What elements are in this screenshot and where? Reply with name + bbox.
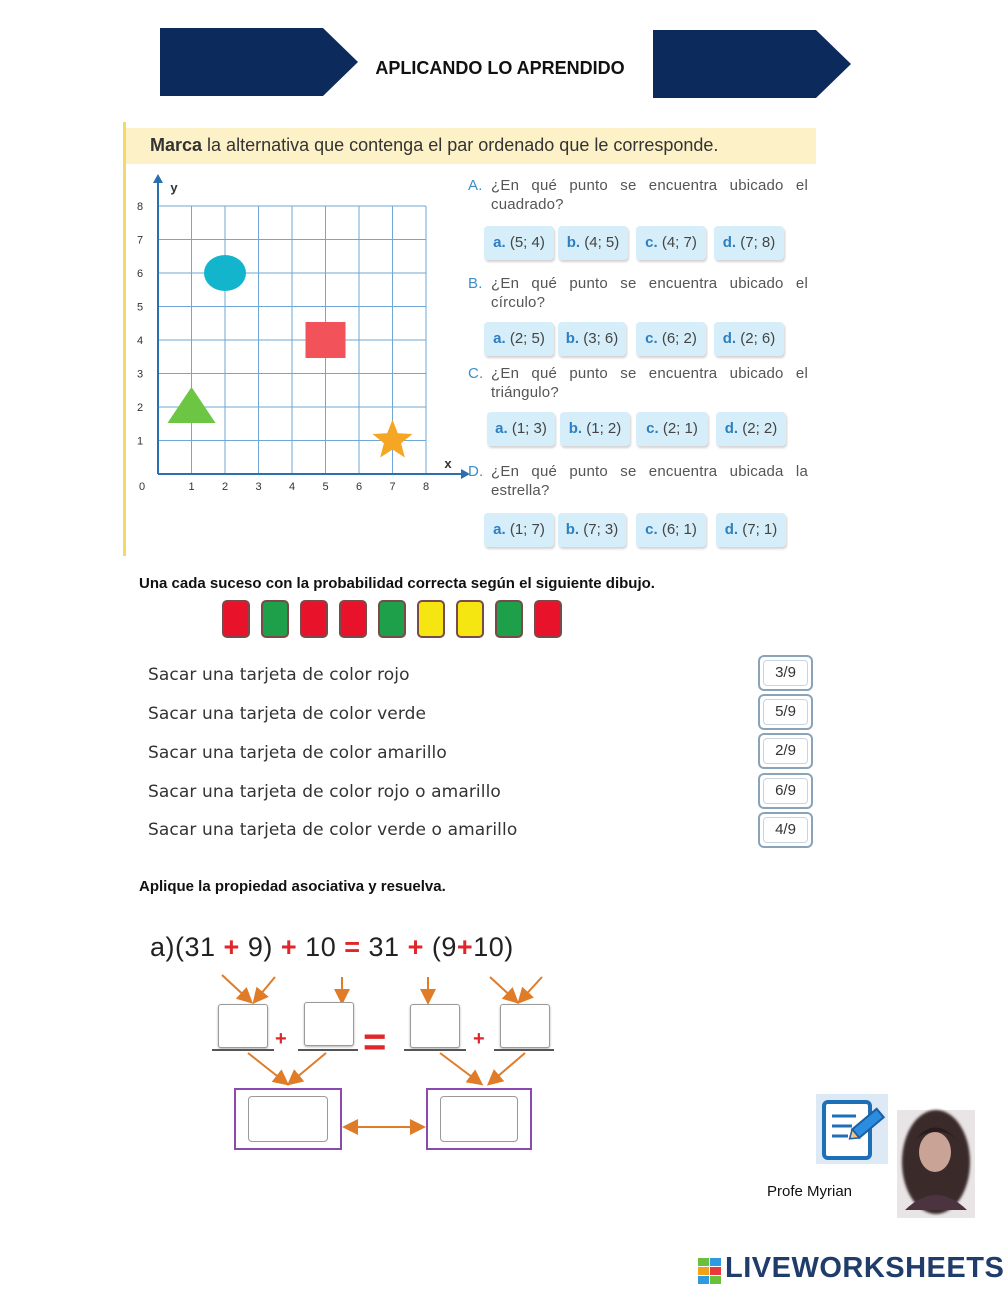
event-label[interactable]: Sacar una tarjeta de color amarillo (148, 743, 447, 763)
coordinate-exercise-panel (123, 122, 820, 556)
option-value: (2; 2) (742, 420, 778, 437)
option-button[interactable] (716, 513, 786, 547)
x-tick-label: 1 (188, 481, 195, 493)
option-value: (1; 3) (511, 420, 547, 437)
answer-box-4[interactable] (500, 1004, 550, 1048)
question-letter: D. (468, 463, 484, 480)
option-letter: c. (645, 330, 658, 347)
option-button[interactable] (636, 513, 706, 547)
result-box-left (234, 1088, 342, 1150)
question-letter: B. (468, 275, 483, 292)
y-tick-label: 5 (136, 301, 144, 314)
y-axis-arrow-icon (153, 174, 163, 183)
question-letter: A. (468, 177, 483, 194)
expr-term: a)(31 (150, 932, 216, 962)
event-label[interactable]: Sacar una tarjeta de color verde o amarillo (148, 820, 518, 840)
option-button[interactable] (714, 322, 784, 356)
expr-equals: = (344, 932, 361, 962)
event-label[interactable]: Sacar una tarjeta de color rojo o amarillo (148, 782, 501, 802)
expr-plus: + (223, 932, 240, 962)
instruction-bold: Marca (150, 135, 203, 155)
underline (494, 1049, 554, 1051)
probability-value: 4/9 (775, 821, 796, 838)
event-label[interactable]: Sacar una tarjeta de color rojo (148, 665, 410, 685)
brand-liveworksheets: LIVEWORKSHEETS (725, 1252, 1004, 1284)
option-value: (7; 8) (740, 234, 776, 251)
question-text: ¿En qué punto se encuentra ubicada la estrella? (491, 463, 808, 499)
option-value: (6; 2) (661, 330, 697, 347)
x-axis-label: x (444, 456, 452, 471)
option-value: (2; 1) (662, 420, 698, 437)
big-equals-sign: = (363, 1020, 387, 1064)
option-value: (1; 2) (586, 420, 622, 437)
x-tick-label: 5 (322, 481, 329, 493)
question-letter: C. (468, 365, 484, 382)
option-letter: d. (722, 234, 737, 251)
option-letter: c. (645, 521, 658, 538)
probability-value: 2/9 (775, 742, 796, 759)
option-letter: b. (565, 521, 580, 538)
liveworksheets-logo-icon (698, 1258, 722, 1284)
option-letter: d. (722, 330, 737, 347)
x-tick-label: 3 (255, 481, 262, 493)
option-letter: a. (493, 234, 506, 251)
expr-term: 31 (368, 932, 400, 962)
section-title-associative: Aplique la propiedad asociativa y resuelva. (139, 878, 446, 895)
result-input-left[interactable] (248, 1096, 328, 1142)
option-letter: d. (724, 521, 739, 538)
teacher-name: Profe Myrian (767, 1183, 853, 1200)
option-value: (2; 6) (740, 330, 776, 347)
result-box-right (426, 1088, 532, 1150)
coordinate-grid (126, 180, 466, 502)
y-tick-label: 1 (136, 435, 144, 448)
option-button[interactable] (560, 412, 630, 446)
y-tick-label: 6 (136, 268, 144, 280)
answer-box-3[interactable] (410, 1004, 460, 1048)
option-value: (5; 4) (509, 234, 545, 251)
color-card (456, 600, 484, 638)
y-tick-label: 3 (136, 368, 144, 381)
y-tick-label: 4 (136, 335, 144, 347)
question-text: ¿En qué punto se encuentra ubicado el cuadrado? (491, 177, 808, 213)
probability-box[interactable] (758, 812, 813, 848)
x-tick-label: 4 (288, 481, 296, 493)
color-card (300, 600, 328, 638)
color-card (495, 600, 523, 638)
option-value: (7; 3) (583, 521, 619, 538)
answer-box-1[interactable] (218, 1004, 268, 1048)
color-card (378, 600, 406, 638)
x-tick-label: 8 (422, 481, 430, 493)
underline (298, 1049, 358, 1051)
underline (212, 1049, 274, 1051)
option-value: (1; 7) (509, 521, 545, 538)
probability-value: 3/9 (775, 664, 796, 681)
option-button[interactable] (484, 513, 554, 547)
option-value: (6; 1) (661, 521, 697, 538)
option-button[interactable] (484, 322, 554, 356)
expr-term: (9 (431, 932, 457, 962)
question-d (468, 462, 808, 500)
option-button[interactable] (558, 513, 626, 547)
option-value: (7; 1) (742, 521, 778, 538)
option-letter: c. (645, 234, 658, 251)
question-b (468, 274, 808, 312)
option-letter: a. (493, 521, 506, 538)
square-shape (306, 322, 346, 358)
expr-term: 10) (473, 932, 514, 962)
expr-plus: + (280, 932, 298, 962)
option-button[interactable] (558, 322, 626, 356)
question-c (468, 364, 808, 402)
x-tick-label: 7 (389, 481, 396, 493)
y-tick-label: 2 (136, 402, 144, 414)
question-text: ¿En qué punto se encuentra ubicado el círculo? (491, 275, 808, 311)
option-value: (4; 5) (584, 234, 620, 251)
expr-plus: + (407, 932, 424, 962)
answer-box-2[interactable] (304, 1002, 354, 1046)
associative-expression (150, 932, 514, 963)
probability-value: 5/9 (775, 703, 796, 720)
option-button[interactable] (487, 412, 555, 446)
section-title-probability: Una cada suceso con la probabilidad correcta según el siguiente dibujo. (139, 575, 655, 592)
option-letter: c. (646, 420, 659, 437)
option-button[interactable] (636, 226, 706, 260)
option-letter: a. (495, 420, 508, 437)
event-label[interactable]: Sacar una tarjeta de color verde (148, 704, 427, 724)
y-tick-label: 7 (136, 234, 144, 247)
y-tick-label: 8 (136, 201, 144, 213)
option-button[interactable] (716, 412, 786, 446)
question-a (468, 176, 808, 214)
option-value: (4; 7) (661, 234, 697, 251)
y-axis-label: y (170, 180, 178, 195)
expr-plus: + (456, 932, 474, 962)
probability-box[interactable] (758, 773, 813, 809)
page-title: APLICANDO LO APRENDIDO (375, 58, 625, 78)
color-card (417, 600, 445, 638)
option-letter: b. (566, 234, 581, 251)
color-card (339, 600, 367, 638)
option-letter: d. (724, 420, 739, 437)
question-text: ¿En qué punto se encuentra ubicado el triángulo? (491, 365, 808, 401)
circle-shape (204, 255, 246, 291)
triangle-shape (168, 387, 216, 423)
expr-term: 9) (247, 932, 273, 962)
option-button[interactable] (484, 226, 554, 260)
option-value: (3; 6) (583, 330, 619, 347)
color-card (261, 600, 289, 638)
plus-sign: + (275, 1028, 287, 1050)
probability-box[interactable] (758, 733, 813, 769)
underline (404, 1049, 466, 1051)
x-tick-label: 6 (355, 481, 363, 493)
plus-sign: + (473, 1028, 485, 1050)
x-tick-label: 2 (221, 481, 229, 493)
option-button[interactable] (636, 412, 708, 446)
option-value: (2; 5) (509, 330, 545, 347)
teacher-photo-avatar (897, 1110, 975, 1218)
result-input-right[interactable] (440, 1096, 518, 1142)
color-card (222, 600, 250, 638)
probability-value: 6/9 (775, 782, 796, 799)
option-letter: a. (493, 330, 506, 347)
header-banner-left (158, 26, 360, 98)
writing-pencil-icon (812, 1090, 892, 1168)
instruction-text: la alternativa que contenga el par ordenado que le corresponde. (207, 135, 719, 155)
header-banner-right (651, 28, 853, 100)
option-letter: b. (568, 420, 583, 437)
option-button[interactable] (558, 226, 628, 260)
color-card (534, 600, 562, 638)
option-button[interactable] (714, 226, 784, 260)
instruction-bar (126, 128, 816, 164)
option-button[interactable] (636, 322, 706, 356)
probability-box[interactable] (758, 694, 813, 730)
expr-term: 10 (305, 932, 337, 962)
option-letter: b. (565, 330, 580, 347)
x-tick-label: 0 (138, 481, 146, 493)
probability-box[interactable] (758, 655, 813, 691)
